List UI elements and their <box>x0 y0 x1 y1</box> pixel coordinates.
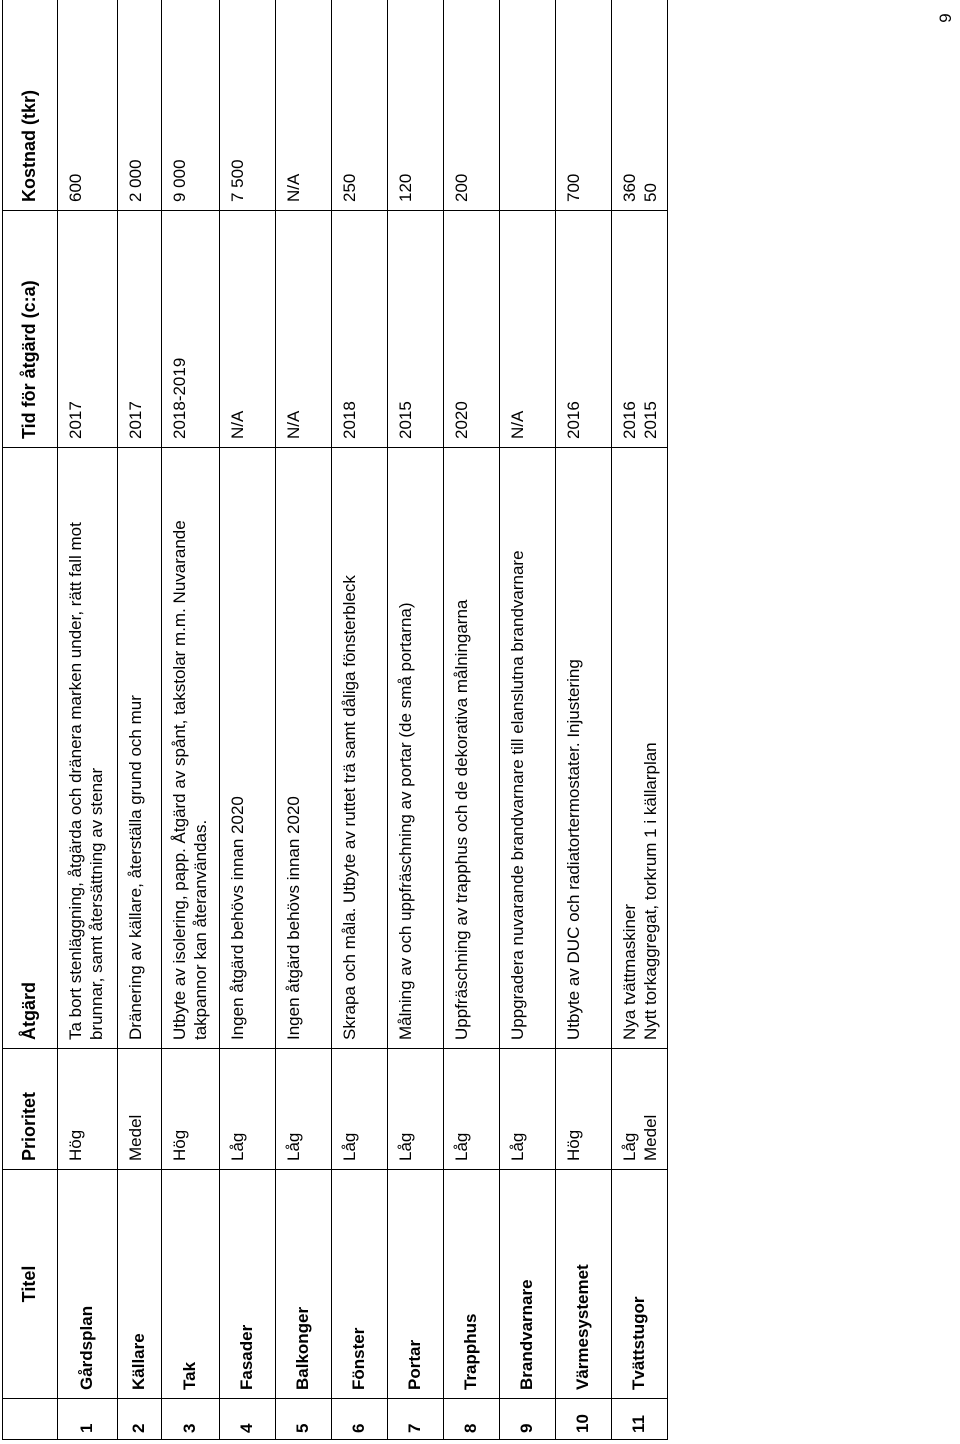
row-atgard <box>388 448 444 1049</box>
tid-value: 2018-2019 <box>170 357 189 439</box>
prioritet-value: Låg <box>284 1132 303 1161</box>
table-row <box>556 0 612 1440</box>
header-number <box>3 1399 58 1440</box>
row-prioritet <box>58 1049 118 1170</box>
kostnad-value: 200 <box>452 173 471 202</box>
row-atgard <box>162 448 220 1049</box>
row-titel: Källare <box>118 1170 162 1399</box>
tid-value: 2020 <box>452 401 471 439</box>
kostnad-value: 250 <box>340 173 359 202</box>
page-number <box>936 8 956 38</box>
row-atgard <box>612 448 668 1049</box>
row-kostnad <box>118 0 162 211</box>
tid-value: 2015 <box>396 401 415 439</box>
row-kostnad <box>612 0 668 211</box>
tid-value: N/A <box>228 410 247 439</box>
row-kostnad <box>58 0 118 211</box>
table-row <box>388 0 444 1440</box>
header-tid: Tid för åtgärd (c:a) <box>3 211 58 448</box>
atgard-text: Ingen åtgärd behövs innan 2020 <box>284 796 303 1040</box>
row-tid <box>332 211 388 448</box>
row-atgard <box>444 448 500 1049</box>
atgard-line: Nya tvättmaskiner <box>620 903 639 1040</box>
tid-value: 2016 <box>564 401 583 439</box>
row-tid <box>162 211 220 448</box>
tid-value: 2016 <box>620 401 639 439</box>
atgard-text: Uppgradera nuvarande brandvarnare till elanslutna brandvarnare <box>508 550 527 1040</box>
row-prioritet <box>388 1049 444 1170</box>
prioritet-value: Hög <box>564 1129 583 1161</box>
atgard-text: Utbyte av isolering, papp. Åtgärd av spånt, takstolar m.m. Nuvarande takpannor kan återanvändas. <box>170 520 210 1040</box>
table-row <box>220 0 276 1440</box>
row-tid <box>556 211 612 448</box>
row-number: 8 <box>444 1399 500 1440</box>
row-kostnad <box>332 0 388 211</box>
table-header-row <box>3 0 58 1440</box>
prioritet-value: Låg <box>452 1132 471 1161</box>
row-atgard <box>276 448 332 1049</box>
prioritet-value: Medel <box>641 1114 660 1161</box>
row-titel: Trapphus <box>444 1170 500 1399</box>
table-row <box>332 0 388 1440</box>
prioritet-value: Hög <box>66 1129 85 1161</box>
kostnad-value: 360 <box>620 173 639 202</box>
row-kostnad <box>444 0 500 211</box>
row-atgard <box>220 448 276 1049</box>
header-atgard: Åtgärd <box>3 448 58 1049</box>
row-titel: Balkonger <box>276 1170 332 1399</box>
row-number: 3 <box>162 1399 220 1440</box>
atgard-text: Målning av och uppfräschning av portar (de små portarna) <box>396 602 415 1040</box>
table-row <box>612 0 668 1440</box>
row-prioritet <box>118 1049 162 1170</box>
row-number: 5 <box>276 1399 332 1440</box>
row-prioritet <box>220 1049 276 1170</box>
row-atgard <box>556 448 612 1049</box>
prioritet-value: Låg <box>228 1132 247 1161</box>
row-titel: Fönster <box>332 1170 388 1399</box>
tid-value: N/A <box>508 410 527 439</box>
table-row <box>58 0 118 1440</box>
row-prioritet <box>500 1049 556 1170</box>
prioritet-value: Låg <box>340 1132 359 1161</box>
row-titel: Fasader <box>220 1170 276 1399</box>
atgard-line: Nytt torkaggregat, torkrum 1 i källarplan <box>641 742 660 1040</box>
header-titel: Titel <box>3 1170 58 1399</box>
kostnad-value: 50 <box>641 183 660 202</box>
tid-value: 2015 <box>641 401 660 439</box>
kostnad-value: N/A <box>284 173 303 202</box>
kostnad-value: 120 <box>396 173 415 202</box>
tid-value: 2017 <box>126 401 145 439</box>
row-atgard <box>118 448 162 1049</box>
row-tid <box>276 211 332 448</box>
row-tid <box>220 211 276 448</box>
row-kostnad <box>162 0 220 211</box>
row-tid <box>500 211 556 448</box>
row-number: 4 <box>220 1399 276 1440</box>
row-kostnad <box>220 0 276 211</box>
row-number: 6 <box>332 1399 388 1440</box>
row-prioritet <box>332 1049 388 1170</box>
page-number-text: 9 <box>936 13 955 23</box>
row-tid <box>444 211 500 448</box>
tid-value: 2017 <box>66 401 85 439</box>
row-kostnad <box>388 0 444 211</box>
row-prioritet <box>276 1049 332 1170</box>
prioritet-value: Hög <box>170 1129 189 1161</box>
atgard-text: Dränering av källare, återställa grund och mur <box>126 695 145 1040</box>
kostnad-value: 7 500 <box>228 159 247 202</box>
tid-value: N/A <box>284 410 303 439</box>
row-titel: Gårdsplan <box>58 1170 118 1399</box>
row-tid <box>612 211 668 448</box>
header-kostnad: Kostnad (tkr) <box>3 0 58 211</box>
row-prioritet <box>556 1049 612 1170</box>
row-titel: Värmesystemet <box>556 1170 612 1399</box>
row-atgard <box>58 448 118 1049</box>
row-titel: Portar <box>388 1170 444 1399</box>
row-titel: Tak <box>162 1170 220 1399</box>
row-number: 10 <box>556 1399 612 1440</box>
row-prioritet <box>444 1049 500 1170</box>
prioritet-value: Medel <box>126 1114 145 1161</box>
prioritet-value: Låg <box>620 1132 639 1161</box>
row-prioritet <box>162 1049 220 1170</box>
row-kostnad <box>556 0 612 211</box>
row-kostnad <box>276 0 332 211</box>
row-number: 1 <box>58 1399 118 1440</box>
kostnad-value: 9 000 <box>170 159 189 202</box>
atgard-text: Utbyte av DUC och radiatortermostater. Injustering <box>564 659 583 1040</box>
atgard-text: Ingen åtgärd behövs innan 2020 <box>228 796 247 1040</box>
table-row <box>276 0 332 1440</box>
kostnad-value: 700 <box>564 173 583 202</box>
row-number: 2 <box>118 1399 162 1440</box>
prioritet-value: Låg <box>508 1132 527 1161</box>
row-number: 7 <box>388 1399 444 1440</box>
kostnad-value: 2 000 <box>126 159 145 202</box>
row-number: 11 <box>612 1399 668 1440</box>
tid-value: 2018 <box>340 401 359 439</box>
maintenance-plan-table <box>2 0 668 1440</box>
row-titel: Tvättstugor <box>612 1170 668 1399</box>
table-row <box>444 0 500 1440</box>
row-tid <box>58 211 118 448</box>
row-atgard <box>332 448 388 1049</box>
row-titel: Brandvarnare <box>500 1170 556 1399</box>
atgard-text: Skrapa och måla. Utbyte av ruttet trä samt dåliga fönsterbleck <box>340 575 359 1040</box>
header-prioritet: Prioritet <box>3 1049 58 1170</box>
row-prioritet <box>612 1049 668 1170</box>
row-tid <box>118 211 162 448</box>
row-tid <box>388 211 444 448</box>
row-number: 9 <box>500 1399 556 1440</box>
table-row <box>500 0 556 1440</box>
table-row <box>162 0 220 1440</box>
atgard-text: Uppfräschning av trapphus och de dekorativa målningarna <box>452 599 471 1040</box>
row-kostnad <box>500 0 556 211</box>
atgard-text: Ta bort stenläggning, åtgärda och dränera marken under, rätt fall mot brunnar, samt återsättning av stenar <box>66 522 106 1040</box>
table-row <box>118 0 162 1440</box>
row-atgard <box>500 448 556 1049</box>
prioritet-value: Låg <box>396 1132 415 1161</box>
kostnad-value: 600 <box>66 173 85 202</box>
